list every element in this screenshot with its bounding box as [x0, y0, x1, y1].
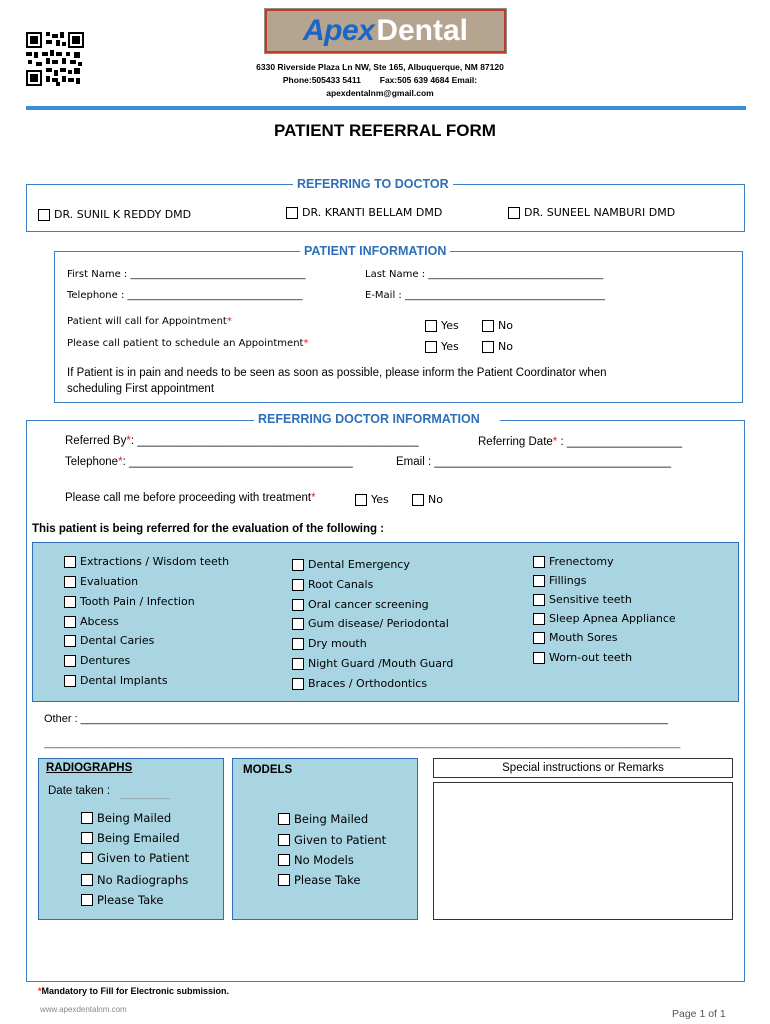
checkbox[interactable]: [533, 632, 545, 644]
checkbox[interactable]: [64, 655, 76, 667]
eval-label: Oral cancer screening: [308, 598, 429, 611]
eval-option[interactable]: [292, 617, 449, 630]
required-asterisk: *: [226, 316, 232, 327]
radiograph-option[interactable]: [81, 893, 163, 907]
address-email: apexdentalnm@gmail.com: [326, 88, 434, 98]
patient-telephone-field[interactable]: Telephone : ___________________________________: [67, 290, 303, 301]
evaluation-heading: This patient is being referred for the evaluation of the following :: [32, 523, 385, 535]
eval-option[interactable]: [533, 574, 586, 587]
doctor-telephone-field[interactable]: [65, 456, 353, 468]
date-taken-label: Date taken :: [48, 785, 111, 797]
eval-label: Root Canals: [308, 578, 374, 591]
call-me-yes[interactable]: [355, 493, 389, 506]
doctor-telephone-line: : ___________________________________: [122, 456, 353, 468]
eval-option[interactable]: [533, 593, 632, 606]
eval-label: Abcess: [80, 615, 119, 628]
eval-option[interactable]: [64, 674, 168, 687]
mandatory-note-text: *Mandatory to Fill for Electronic submission.: [38, 986, 230, 996]
eval-label: Sleep Apnea Appliance: [549, 612, 676, 625]
please-call-yes[interactable]: [425, 340, 459, 353]
radiographs-title: RADIOGRAPHS: [46, 762, 133, 774]
referred-by-line: : ____________________________________________: [130, 435, 419, 447]
checkbox[interactable]: [81, 852, 93, 864]
please-call-label: [67, 338, 308, 349]
referring-doctor-title: REFERRING DOCTOR INFORMATION: [254, 412, 500, 426]
eval-label: Night Guard /Mouth Guard: [308, 657, 454, 670]
eval-option[interactable]: [64, 595, 195, 608]
referring-to-doctor-title: REFERRING TO DOCTOR: [293, 177, 453, 191]
other-field-line-2[interactable]: ________________________________________________________________________________________________________: [44, 737, 681, 749]
radiograph-option[interactable]: [81, 851, 189, 865]
eval-option[interactable]: [64, 555, 229, 568]
no-label: No: [428, 493, 443, 506]
checkbox[interactable]: [425, 341, 437, 353]
referring-date-line: : __________________: [557, 436, 682, 448]
doctor-telephone-label: Telephone: [65, 456, 119, 468]
doctor-email-field[interactable]: Email : _____________________________________: [396, 456, 671, 468]
checkbox[interactable]: [64, 596, 76, 608]
yes-label: Yes: [441, 319, 459, 332]
required-asterisk: *: [126, 435, 131, 447]
doctor-label: DR. SUNIL K REDDY DMD: [54, 208, 192, 221]
model-option[interactable]: [278, 833, 386, 847]
eval-label: Extractions / Wisdom teeth: [80, 555, 230, 568]
eval-label: Dentures: [80, 654, 131, 667]
checkbox[interactable]: [292, 559, 304, 571]
remarks-textarea[interactable]: [433, 782, 733, 920]
radiograph-option[interactable]: [81, 811, 171, 825]
will-call-label: [67, 316, 232, 327]
form-title: PATIENT REFERRAL FORM: [274, 121, 496, 140]
checkbox[interactable]: [64, 576, 76, 588]
yes-label: Yes: [441, 340, 459, 353]
checkbox[interactable]: [533, 613, 545, 625]
will-call-text: Patient will call for Appointment: [67, 316, 227, 327]
eval-option[interactable]: [292, 637, 367, 650]
checkbox[interactable]: [412, 494, 424, 506]
eval-option[interactable]: [292, 598, 429, 611]
radiograph-label: Given to Patient: [97, 851, 190, 865]
date-taken-field[interactable]: __________: [120, 789, 171, 799]
qr-code-icon: [26, 32, 84, 86]
eval-option[interactable]: [64, 575, 138, 588]
eval-label: Sensitive teeth: [549, 593, 632, 606]
checkbox[interactable]: [292, 599, 304, 611]
eval-label: Dental Implants: [80, 674, 168, 687]
call-me-no[interactable]: [412, 493, 443, 506]
mandatory-note: [38, 986, 229, 996]
apex-dental-logo: [264, 8, 507, 54]
checkbox[interactable]: [355, 494, 367, 506]
doctor-option-reddy[interactable]: [38, 208, 191, 221]
checkbox[interactable]: [278, 874, 290, 886]
checkbox[interactable]: [286, 207, 298, 219]
eval-option[interactable]: [292, 677, 427, 690]
checkbox[interactable]: [64, 616, 76, 628]
checkbox[interactable]: [64, 675, 76, 687]
referring-date-field[interactable]: [478, 436, 682, 448]
no-label: No: [498, 340, 513, 353]
eval-option[interactable]: [533, 631, 617, 644]
checkbox[interactable]: [38, 209, 50, 221]
checkbox[interactable]: [292, 618, 304, 630]
address-line-2: Phone:505433 5411 Fax:505 639 4684 Email:: [282, 75, 478, 85]
eval-label: Braces / Orthodontics: [308, 677, 428, 690]
doctor-label: DR. KRANTI BELLAM DMD: [302, 206, 443, 219]
checkbox[interactable]: [278, 854, 290, 866]
no-label: No: [498, 319, 513, 332]
checkbox[interactable]: [64, 635, 76, 647]
checkbox[interactable]: [81, 812, 93, 824]
page-number: Page 1 of 1: [672, 1008, 726, 1020]
required-asterisk: *: [311, 492, 316, 504]
radiograph-label: No Radiographs: [97, 873, 189, 887]
referring-date-label: Referring Date: [478, 436, 553, 448]
checkbox[interactable]: [533, 575, 545, 587]
eval-option[interactable]: [533, 612, 676, 625]
website-url: www.apexdentalnm.com: [40, 1005, 127, 1014]
checkbox[interactable]: [533, 594, 545, 606]
eval-label: Worn-out teeth: [549, 651, 633, 664]
address-line-1: 6330 Riverside Plaza Ln NW, Ste 165, Albuquerque, NM 87120: [256, 62, 504, 72]
checkbox[interactable]: [292, 579, 304, 591]
eval-option[interactable]: [64, 634, 154, 647]
required-asterisk: *: [38, 986, 42, 996]
will-call-no[interactable]: [482, 319, 513, 332]
eval-option[interactable]: [292, 657, 453, 670]
checkbox[interactable]: [81, 894, 93, 906]
header-divider: [26, 106, 746, 110]
patient-information-title: PATIENT INFORMATION: [300, 244, 450, 258]
radiograph-label: Being Mailed: [97, 811, 172, 825]
model-option[interactable]: [278, 873, 360, 887]
checkbox[interactable]: [81, 832, 93, 844]
checkbox[interactable]: [482, 320, 494, 332]
radiograph-option[interactable]: [81, 831, 180, 845]
eval-label: Frenectomy: [549, 555, 614, 568]
remarks-title: Special instructions or Remarks: [433, 758, 733, 778]
checkbox[interactable]: [64, 556, 76, 568]
eval-label: Dry mouth: [308, 637, 367, 650]
model-option[interactable]: [278, 812, 368, 826]
checkbox[interactable]: [508, 207, 520, 219]
eval-option[interactable]: [533, 651, 632, 664]
doctor-option-bellam[interactable]: [286, 206, 442, 219]
logo-dental-text: Dental: [376, 14, 469, 47]
call-me-label: [65, 492, 316, 504]
eval-option[interactable]: [292, 558, 410, 571]
required-asterisk: *: [118, 456, 123, 468]
models-title: MODELS: [243, 764, 293, 776]
please-call-no[interactable]: [482, 340, 513, 353]
last-name-field[interactable]: Last Name : ___________________________________: [365, 269, 604, 280]
pain-note-line-1: If Patient is in pain and needs to be seen as soon as possible, please inform the Patient Coordinator when: [67, 367, 607, 379]
checkbox[interactable]: [482, 341, 494, 353]
first-name-field[interactable]: First Name : ___________________________________: [67, 269, 306, 280]
checkbox[interactable]: [278, 834, 290, 846]
eval-label: Mouth Sores: [549, 631, 618, 644]
model-label: Being Mailed: [294, 812, 369, 826]
checkbox[interactable]: [278, 813, 290, 825]
checkbox[interactable]: [292, 678, 304, 690]
pain-note-line-2: scheduling First appointment: [67, 383, 215, 395]
eval-label: Dental Caries: [80, 634, 155, 647]
doctor-label: DR. SUNEEL NAMBURI DMD: [524, 206, 676, 219]
radiograph-label: Please Take: [97, 893, 164, 907]
checkbox[interactable]: [533, 556, 545, 568]
yes-label: Yes: [371, 493, 389, 506]
eval-label: Evaluation: [80, 575, 139, 588]
eval-label: Tooth Pain / Infection: [80, 595, 195, 608]
other-field[interactable]: Other : ________________________________________________________________________________________________: [44, 713, 668, 725]
referred-by-label: Referred By: [65, 435, 127, 447]
please-call-text: Please call patient to schedule an Appointment: [67, 338, 304, 349]
eval-label: Gum disease/ Periodontal: [308, 617, 449, 630]
doctor-option-namburi[interactable]: [508, 206, 675, 219]
eval-option[interactable]: [533, 555, 614, 568]
required-asterisk: *: [552, 436, 558, 448]
model-option[interactable]: [278, 853, 354, 867]
eval-option[interactable]: [64, 654, 130, 667]
call-me-text: Please call me before proceeding with treatment: [65, 492, 312, 504]
model-label: Please Take: [294, 873, 361, 887]
checkbox[interactable]: [533, 652, 545, 664]
model-label: No Models: [294, 853, 354, 867]
checkbox[interactable]: [292, 658, 304, 670]
will-call-yes[interactable]: [425, 319, 459, 332]
checkbox[interactable]: [292, 638, 304, 650]
checkbox[interactable]: [425, 320, 437, 332]
radiograph-option[interactable]: [81, 873, 188, 887]
referred-by-field[interactable]: [65, 435, 419, 447]
eval-option[interactable]: [292, 578, 373, 591]
eval-label: Dental Emergency: [308, 558, 410, 571]
eval-label: Fillings: [549, 574, 587, 587]
radiograph-label: Being Emailed: [97, 831, 180, 845]
eval-option[interactable]: [64, 615, 119, 628]
checkbox[interactable]: [81, 874, 93, 886]
logo-apex-text: Apex: [302, 14, 375, 47]
patient-email-field[interactable]: E-Mail : ________________________________________: [365, 290, 605, 301]
model-label: Given to Patient: [294, 833, 387, 847]
required-asterisk: *: [303, 338, 309, 349]
